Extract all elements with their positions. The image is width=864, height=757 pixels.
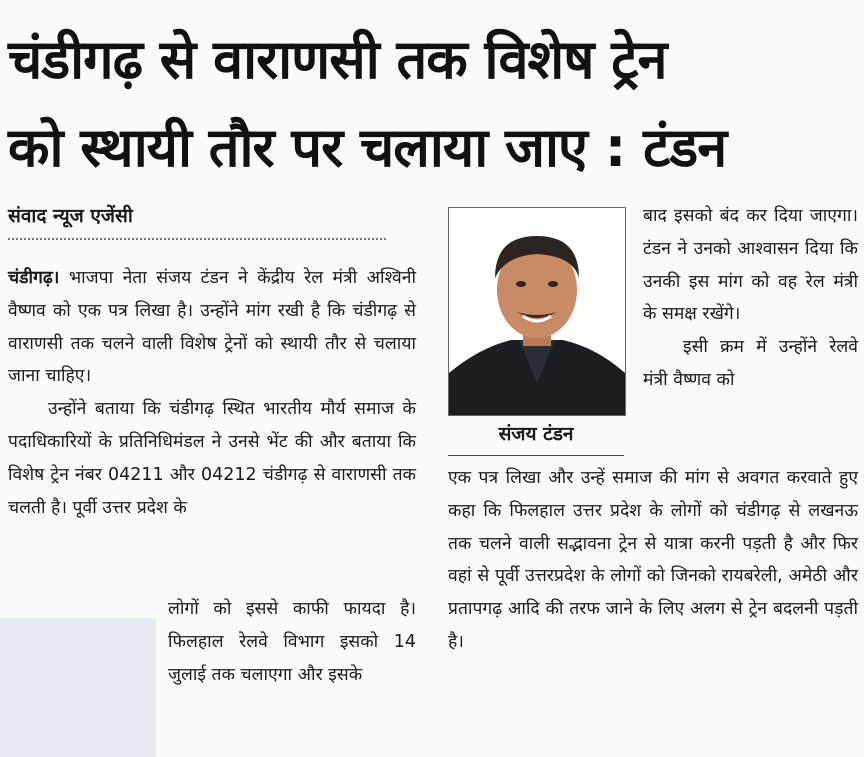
column-left-continuation [168, 593, 416, 691]
blank-panel [0, 618, 156, 757]
paragraph-4-continuation: एक पत्र लिखा और उन्हें समाज की मांग से अवगत करवाते हुए कहा कि फिलहाल उत्तर प्रदेश के लोगों को चंडीगढ़ से लखनऊ तक चलने वाली सद्भावना ट्रेन से यात्रा करनी पड़ती है और फिर वहां से पूर्वी उत्तरप्रदेश के लोगों को जिनको रायबरेली, अमेठी और प्रतापगढ़ आदि की तरफ जाने के लिए अलग से ट्रेन बदलनी पड़ती है। [448, 468, 858, 652]
paragraph-1 [8, 262, 416, 393]
paragraph-2-continuation: लोगों को इससे काफी फायदा है। फिलहाल रेलवे विभाग इसको 14 जुलाई तक चलाएगा और इसके [168, 599, 416, 685]
headline [8, 16, 858, 192]
headline-line-1: चंडीगढ़ से वाराणसी तक विशेष ट्रेन [8, 28, 667, 91]
paragraph-4-start: इसी क्रम में उन्होंने रेलवे मंत्री वैष्णव को [643, 337, 858, 390]
paragraph-2: उन्होंने बताया कि चंडीगढ़ स्थित भारतीय मौर्य समाज के पदाधिकारियों के प्रतिनिधिमंडल ने उनसे भेंट की और बताया कि विशेष ट्रेन नंबर 04211 और 04212 चंडीगढ़ से वाराणसी तक चलती है। पूर्वी उत्तर प्रदेश के [8, 399, 416, 518]
dateline: चंडीगढ़। [8, 268, 60, 288]
column-left [8, 262, 416, 524]
column-right-bottom [448, 462, 858, 659]
caption-divider [448, 455, 624, 456]
column-right-top [643, 200, 858, 397]
paragraph-1-text: भाजपा नेता संजय टंडन ने केंद्रीय रेल मंत्री अश्विनी वैष्णव को एक पत्र लिखा है। उन्होंने मांग रखी है कि चंडीगढ़ से वाराणसी तक चलने वाली विशेष ट्रेनों को स्थायी तौर से चलाया जाना चाहिए। [8, 268, 416, 387]
paragraph-3: बाद इसको बंद कर दिया जाएगा। टंडन ने उनको आश्वासन दिया कि उनकी इस मांग को वह रेल मंत्री के समक्ष रखेंगे। [643, 206, 858, 325]
byline: संवाद न्यूज एजेंसी [8, 205, 133, 227]
portrait-illustration [449, 208, 625, 415]
portrait-photo [448, 207, 626, 416]
byline-divider [8, 238, 386, 240]
headline-line-2: को स्थायी तौर पर चलाया जाए : टंडन [8, 116, 727, 179]
photo-caption: संजय टंडन [498, 423, 574, 445]
